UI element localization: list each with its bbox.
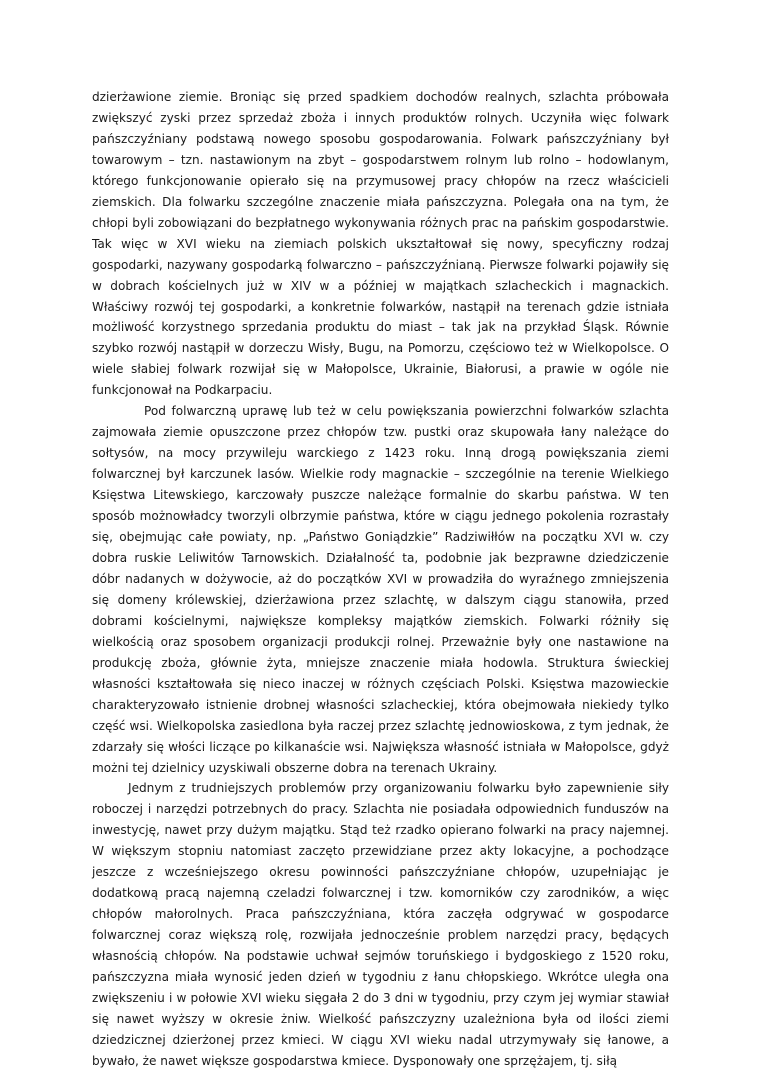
paragraph-1: dzierżawione ziemie. Broniąc się przed spadkiem dochodów realnych, szlachta próbowała zwiększyć zyski przez sprzedaż zboża i innych produktów rolnych. Uczyniła więc folwark pańszczyźniany podstawą nowego sposobu gospodarowania. Folwark pańszczyźniany był towarowym – tzn. nastawionym na zbyt – gospodarstwem rolnym lub rolno – hodowlanym, którego funkcjonowanie opierało się na przymusowej pracy chłopów na rzecz właścicieli ziemskich. Dla folwarku szczególne znaczenie miała pańszczyzna. Polegała ona na tym, że chłopi byli zobowiązani do bezpłatnego wykonywania różnych prac na pańskim gospodarstwie. Tak więc w XVI wieku na ziemiach polskich ukształtował się nowy, specyficzny rodzaj gospodarki, nazywany gospodarką folwarczno – pańszczyźnianą. Pierwsze folwarki pojawiły się w dobrach kościelnych już w XIV w a później w majątkach szlacheckich i magnackich. Właściwy rozwój tej gospodarki, a konkretnie folwarków, nastąpił na terenach gdzie istniała możliwość korzystnego sprzedania produktu do miast – tak jak na przykład Śląsk. Równie szybko rozwój nastąpił w dorzeczu Wisły, Bugu, na Pomorzu, częściowo też w Wielkopolsce. O wiele słabiej folwark rozwijał się w Małopolsce, Ukrainie, Białorusi, a prawie w ogóle nie funkcjonował na Podkarpaciu. (92, 90, 669, 398)
paragraph-3: Jednym z trudniejszych problemów przy organizowaniu folwarku było zapewnienie siły roboczej i narzędzi potrzebnych do pracy. Szlachta nie posiadała odpowiednich funduszów na inwestycję, nawet przy dużym majątku. Stąd też rzadko opierano folwarki na pracy najemnej. W większym stopniu natomiast zaczęto przewidziane przez akty lokacyjne, a pochodzące jeszcze z wcześniejszego okresu powinności pańszczyźniane chłopów, uzupełniając je dodatkową pracą najemną czeladzi folwarcznej i tzw. komorników czy zarodników, a więc chłopów małorolnych. Praca pańszczyźniana, która zaczęła odgrywać w gospodarce folwarcznej coraz większą rolę, rozwijała jednocześnie problem narzędzi pracy, będących własnością chłopów. Na podstawie uchwał sejmów toruńskiego i bydgoskiego z 1520 roku, pańszczyzna miała wynosić jeden dzień w tygodniu z łanu chłopskiego. Wkrótce uległa ona zwiększeniu i w połowie XVI wieku sięgała 2 do 3 dni w tygodniu, przy czym jej wymiar stawiał się nawet wyższy w okresie żniw. Wielkość pańszczyzny uzależniona była od ilości ziemi dziedzicznej dzierżonej przez kmieci. W ciągu XVI wieku nadal utrzymywały się łanowe, a bywało, że nawet większe gospodarstwa kmiece. Dysponowały one sprzężajem, tj. siłą (92, 781, 669, 1068)
paragraph-2: Pod folwarczną uprawę lub też w celu powiększania powierzchni folwarków szlachta zajmowała ziemie opuszczone przez chłopów tzw. pustki oraz skupowała łany należące do sołtysów, na mocy przywileju warckiego z 1423 roku. Inną drogą powiększania ziemi folwarcznej był karczunek lasów. Wielkie rody magnackie – szczególnie na terenie Wielkiego Księstwa Litewskiego, karczowały puszcze należące formalnie do skarbu państwa. W ten sposób możnowładcy tworzyli olbrzymie państwa, które w ciągu jednego pokolenia rozrastały się, obejmując całe powiaty, np. „Państwo Goniądzkie” Radziwiłłów na początku XVI w. czy dobra ruskie Leliwitów Tarnowskich. Działalność ta, podobnie jak bezprawne dziedziczenie dóbr nadanych w dożywocie, aż do początków XVI w prowadziła do wyraźnego zmniejszenia się domeny królewskiej, dzierżawiona przez szlachtę, w dalszym ciągu stanowiła, przed dobrami kościelnymi, największe kompleksy majątków ziemskich. Folwarki różniły się wielkością oraz sposobem organizacji produkcji rolnej. Przeważnie były one nastawione na produkcję zboża, głównie żyta, mniejsze znaczenie miała hodowla. Struktura świeckiej własności kształtowała się nieco inaczej w różnych częściach Polski. Księstwa mazowieckie charakteryzowało istnienie drobnej własności szlacheckiej, która obejmowała niekiedy tylko część wsi. Wielkopolska zasiedlona była raczej przez szlachtę jednowioskowa, z tym jednak, że zdarzały się włości liczące po kilkanaście wsi. Największa własność istniała w Małopolsce, gdyż możni tej dzielnicy uzyskiwali obszerne dobra na terenach Ukrainy. (92, 404, 669, 775)
body-text (92, 87, 669, 1072)
